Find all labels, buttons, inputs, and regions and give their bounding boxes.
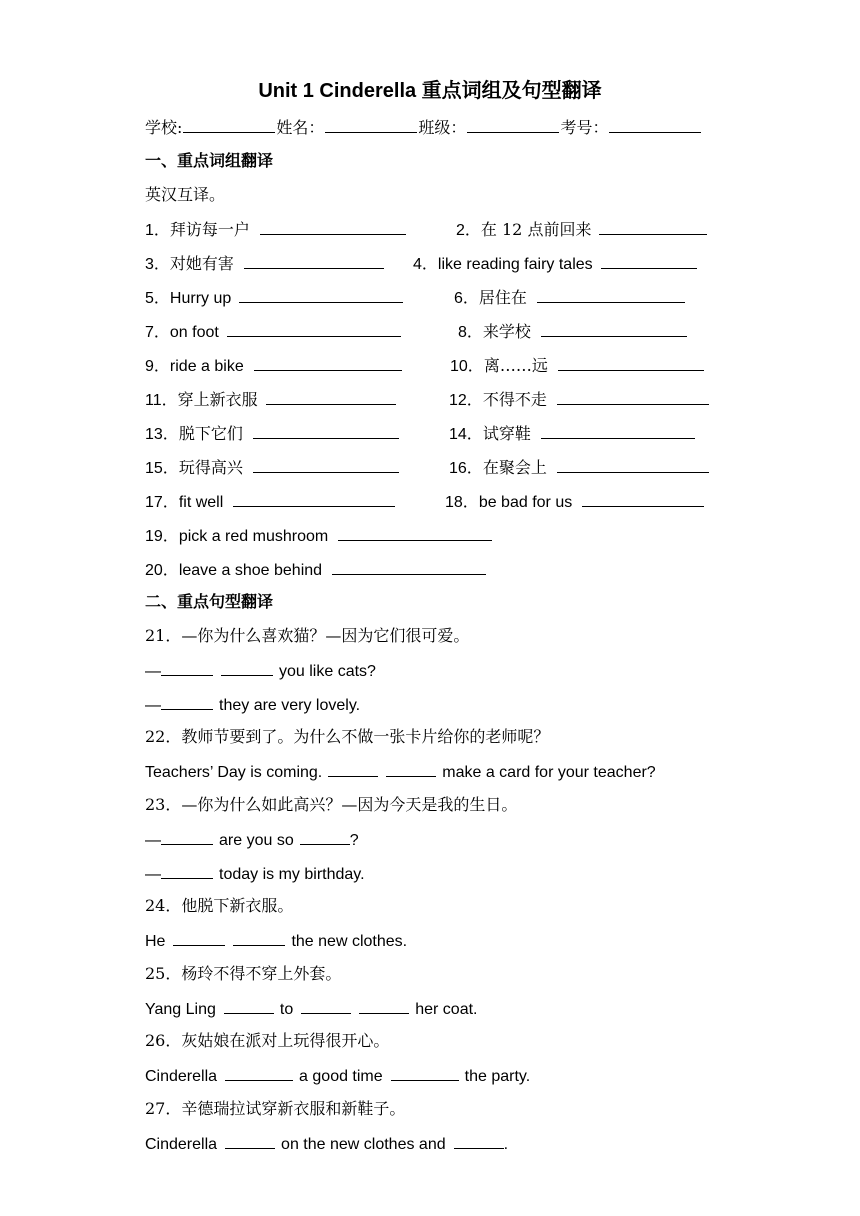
item-number: 4．: [413, 256, 438, 273]
answer-blank[interactable]: [386, 760, 436, 777]
school-label: 学校:: [145, 118, 183, 137]
answer-blank[interactable]: [253, 422, 399, 439]
answer-blank[interactable]: [253, 456, 399, 473]
answer-blank[interactable]: [239, 286, 403, 303]
item-text: 在 12 点前回来: [480, 220, 592, 239]
answer-blank[interactable]: [332, 558, 486, 575]
answer-blank[interactable]: [254, 354, 402, 371]
list-item: [454, 286, 688, 310]
item-number: 13．: [145, 426, 179, 443]
answer-blank[interactable]: [225, 1064, 293, 1081]
sentence-text: the party.: [464, 1068, 531, 1085]
item-number: 15．: [145, 460, 179, 477]
item-text: 在聚会上: [482, 458, 547, 477]
list-item: [145, 388, 399, 412]
item-text: pick a red mushroom: [178, 528, 329, 545]
exam-no-blank[interactable]: [609, 116, 701, 133]
item-number: 11．: [145, 392, 178, 409]
list-item: [445, 490, 707, 514]
dash: —: [145, 866, 161, 883]
item-text: 穿上新衣服: [177, 390, 258, 409]
item-number: 14．: [449, 426, 483, 443]
item-text: on foot: [169, 324, 219, 341]
sentence-text: a good time: [299, 1068, 383, 1085]
sentence-text: today is my birthday.: [219, 866, 365, 883]
list-item: [458, 320, 690, 344]
q26-answer: [145, 1064, 530, 1088]
answer-blank[interactable]: [161, 862, 213, 879]
q23-answer-1: [145, 828, 359, 852]
answer-blank[interactable]: [225, 1132, 275, 1149]
sentence-text: her coat.: [415, 1001, 478, 1018]
q23-answer-2: [145, 862, 365, 886]
answer-blank[interactable]: [601, 252, 697, 269]
item-number: 3．: [145, 256, 170, 273]
section2-heading: 二、重点句型翻译: [145, 592, 274, 611]
answer-blank[interactable]: [454, 1132, 504, 1149]
q23-prompt: 23．—你为什么如此高兴？—因为今天是我的生日。: [145, 795, 518, 814]
answer-blank[interactable]: [161, 659, 213, 676]
q27-answer: [145, 1132, 508, 1156]
item-text: 离……远: [483, 356, 548, 375]
answer-blank[interactable]: [537, 286, 685, 303]
q27-prompt: 27．辛德瑞拉试穿新衣服和新鞋子。: [145, 1099, 406, 1118]
answer-blank[interactable]: [599, 218, 707, 235]
answer-blank[interactable]: [338, 524, 492, 541]
list-item: [413, 252, 700, 276]
item-text: 脱下它们: [178, 424, 243, 443]
answer-blank[interactable]: [161, 693, 213, 710]
list-item: [145, 422, 402, 446]
q24-answer: [145, 929, 407, 953]
sentence-text: to: [279, 1001, 294, 1018]
item-number: 16．: [449, 460, 483, 477]
item-number: 9．: [145, 358, 170, 375]
sentence-text: Cinderella: [145, 1068, 218, 1085]
dash: —: [145, 663, 161, 680]
dash: —: [145, 697, 161, 714]
item-text: Hurry up: [169, 290, 232, 307]
list-item: [456, 218, 710, 242]
list-item: [145, 524, 495, 548]
answer-blank[interactable]: [173, 929, 225, 946]
answer-blank[interactable]: [359, 997, 409, 1014]
section1-instruction: 英汉互译。: [145, 185, 226, 204]
answer-blank[interactable]: [224, 997, 274, 1014]
answer-blank[interactable]: [301, 997, 351, 1014]
answer-blank[interactable]: [541, 422, 695, 439]
sentence-text: are you so: [219, 832, 294, 849]
item-number: 12．: [449, 392, 483, 409]
q24-prompt: 24．他脱下新衣服。: [145, 896, 294, 915]
item-number: 10．: [450, 358, 484, 375]
list-item: [449, 456, 712, 480]
item-number: 17．: [145, 494, 179, 511]
answer-blank[interactable]: [300, 828, 350, 845]
item-number: 2．: [456, 222, 481, 239]
answer-blank[interactable]: [233, 490, 395, 507]
class-blank[interactable]: [467, 116, 559, 133]
answer-blank[interactable]: [260, 218, 406, 235]
answer-blank[interactable]: [541, 320, 687, 337]
sentence-text: Teachers’ Day is coming.: [145, 764, 323, 781]
class-label: 班级：: [418, 118, 467, 137]
q21-prompt: 21．—你为什么喜欢猫？—因为它们很可爱。: [145, 626, 470, 645]
list-item: [145, 286, 406, 310]
answer-blank[interactable]: [266, 388, 396, 405]
list-item: [449, 422, 698, 446]
item-text: 拜访每一户: [169, 220, 250, 239]
answer-blank[interactable]: [161, 828, 213, 845]
item-text: 来学校: [482, 322, 531, 341]
item-text: be bad for us: [478, 494, 573, 511]
sentence-text: Yang Ling: [145, 1001, 216, 1018]
answer-blank[interactable]: [227, 320, 401, 337]
item-text: like reading fairy tales: [437, 256, 593, 273]
item-number: 6．: [454, 290, 479, 307]
answer-blank[interactable]: [233, 929, 285, 946]
item-number: 8．: [458, 324, 483, 341]
sentence-text: He: [145, 933, 166, 950]
item-number: 5．: [145, 290, 170, 307]
q25-prompt: 25．杨玲不得不穿上外套。: [145, 964, 342, 983]
dash: —: [145, 832, 161, 849]
name-blank[interactable]: [325, 116, 417, 133]
q26-prompt: 26．灰姑娘在派对上玩得很开心。: [145, 1031, 390, 1050]
list-item: [145, 558, 489, 582]
q21-answer-2: [145, 693, 360, 717]
item-number: 1．: [145, 222, 170, 239]
item-text: 玩得高兴: [178, 458, 243, 477]
answer-blank[interactable]: [391, 1064, 459, 1081]
list-item: [145, 354, 405, 378]
answer-blank[interactable]: [328, 760, 378, 777]
q22-prompt: 22．教师节要到了。为什么不做一张卡片给你的老师呢？: [145, 727, 550, 746]
item-number: 18．: [445, 494, 479, 511]
item-number: 20．: [145, 562, 179, 579]
school-blank[interactable]: [183, 116, 275, 133]
item-text: ride a bike: [169, 358, 244, 375]
item-text: 不得不走: [482, 390, 547, 409]
sentence-text: you like cats?: [279, 663, 376, 680]
sentence-text: make a card for your teacher?: [442, 764, 656, 781]
page-title: Unit 1 Cinderella 重点词组及句型翻译: [258, 80, 602, 102]
answer-blank[interactable]: [558, 354, 704, 371]
name-label: 姓名：: [276, 118, 325, 137]
answer-blank[interactable]: [221, 659, 273, 676]
list-item: [145, 490, 398, 514]
list-item: [449, 388, 712, 412]
answer-blank[interactable]: [244, 252, 384, 269]
exam-no-label: 考号：: [560, 118, 609, 137]
item-text: 居住在: [478, 288, 527, 307]
sentence-text: the new clothes.: [291, 933, 408, 950]
student-info-line: [145, 116, 702, 139]
sentence-text: ?: [349, 832, 359, 849]
list-item: [145, 456, 402, 480]
item-text: 对她有害: [169, 254, 234, 273]
sentence-text: they are very lovely.: [219, 697, 361, 714]
q21-answer-1: [145, 659, 376, 683]
sentence-text: .: [503, 1136, 509, 1153]
answer-blank[interactable]: [557, 456, 709, 473]
sentence-text: on the new clothes and: [281, 1136, 446, 1153]
item-number: 7．: [145, 324, 170, 341]
list-item: [145, 320, 404, 344]
q25-answer: [145, 997, 477, 1021]
sentence-text: Cinderella: [145, 1136, 218, 1153]
answer-blank[interactable]: [557, 388, 709, 405]
item-text: 试穿鞋: [482, 424, 531, 443]
item-number: 19．: [145, 528, 179, 545]
item-text: leave a shoe behind: [178, 562, 323, 579]
item-text: fit well: [178, 494, 224, 511]
q22-answer: [145, 760, 656, 784]
list-item: [145, 218, 409, 242]
answer-blank[interactable]: [582, 490, 704, 507]
list-item: [145, 252, 387, 276]
section1-heading: 一、重点词组翻译: [145, 151, 274, 170]
list-item: [450, 354, 707, 378]
